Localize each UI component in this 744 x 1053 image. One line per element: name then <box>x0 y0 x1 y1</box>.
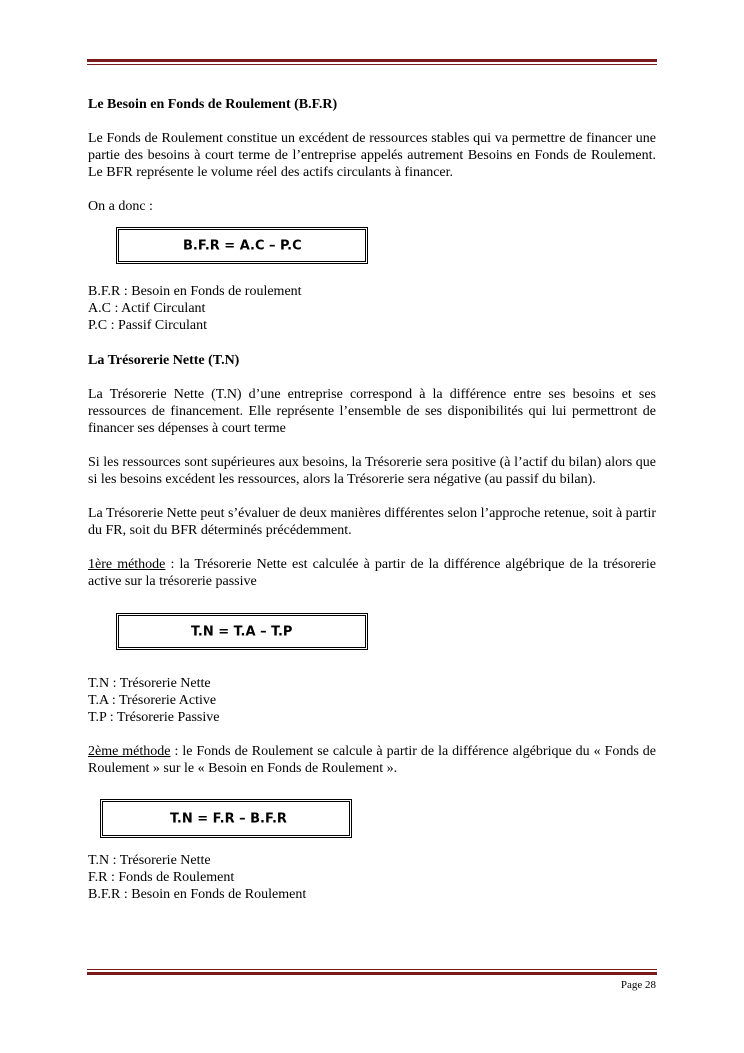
bfr-definitions <box>88 283 656 334</box>
tn-paragraph-2: Si les ressources sont supérieures aux besoins, la Trésorerie sera positive (à l’actif du bilan) alors que si les besoins excédent les ressources, alors la Trésorerie sera négative (au passif du bilan). <box>88 455 656 487</box>
formula-box-bfr <box>116 227 368 264</box>
on-a-donc-text: On a donc : <box>88 199 153 214</box>
definition-line: P.C : Passif Circulant <box>88 318 208 333</box>
definition-line: T.N : Trésorerie Nette <box>88 676 211 691</box>
header-rule <box>87 59 657 65</box>
formula-box-tn-1 <box>116 613 368 650</box>
definition-line: T.A : Trésorerie Active <box>88 693 217 708</box>
definition-line: T.N : Trésorerie Nette <box>88 853 211 868</box>
formula-tn-1: T.N = T.A – T.P <box>191 624 293 639</box>
section-title-tn: La Trésorerie Nette (T.N) <box>88 353 240 368</box>
method-2-label: 2ème méthode <box>88 744 171 759</box>
method-1-paragraph <box>88 556 656 590</box>
method-2-paragraph <box>88 743 656 777</box>
method-1-label: 1ère méthode <box>88 557 166 572</box>
formula-tn-2: T.N = F.R – B.F.R <box>170 811 287 826</box>
tn-1-definitions <box>88 675 656 726</box>
formula-box-tn-2 <box>100 799 352 838</box>
page-content <box>88 96 656 903</box>
definition-line: F.R : Fonds de Roulement <box>88 870 235 885</box>
bfr-paragraph: Le Fonds de Roulement constitue un excédent de ressources stables qui va permettre de financer une partie des besoins à court terme de l’entreprise appelés autrement Besoins en Fonds de Roulement. Le BFR représente le volume réel des actifs circulants à financer. <box>88 131 656 180</box>
page-number: Page 28 <box>620 979 656 991</box>
method-2-text: : le Fonds de Roulement se calcule à partir de la différence algébrique du « Fonds de Roulement » sur le « Besoin en Fonds de Roulement ». <box>88 744 656 776</box>
footer-rule <box>87 969 657 975</box>
section-title-bfr: Le Besoin en Fonds de Roulement (B.F.R) <box>88 97 338 112</box>
definition-line: T.P : Trésorerie Passive <box>88 710 220 725</box>
tn-paragraph-1: La Trésorerie Nette (T.N) d’une entreprise correspond à la différence entre ses besoins et ses ressources de financement. Elle représente l’ensemble de ses disponibilités qui lui permettront de financer ses dépenses à court terme <box>88 387 656 436</box>
definition-line: B.F.R : Besoin en Fonds de roulement <box>88 284 302 299</box>
definition-line: A.C : Actif Circulant <box>88 301 206 316</box>
tn-paragraph-3: La Trésorerie Nette peut s’évaluer de deux manières différentes selon l’approche retenue, soit à partir du FR, soit du BFR déterminés précédemment. <box>88 506 656 538</box>
tn-2-definitions <box>88 852 656 903</box>
method-1-text: : la Trésorerie Nette est calculée à partir de la différence algébrique de la trésorerie active sur la trésorerie passive <box>88 557 656 589</box>
definition-line: B.F.R : Besoin en Fonds de Roulement <box>88 887 307 902</box>
formula-bfr: B.F.R = A.C – P.C <box>183 238 302 253</box>
